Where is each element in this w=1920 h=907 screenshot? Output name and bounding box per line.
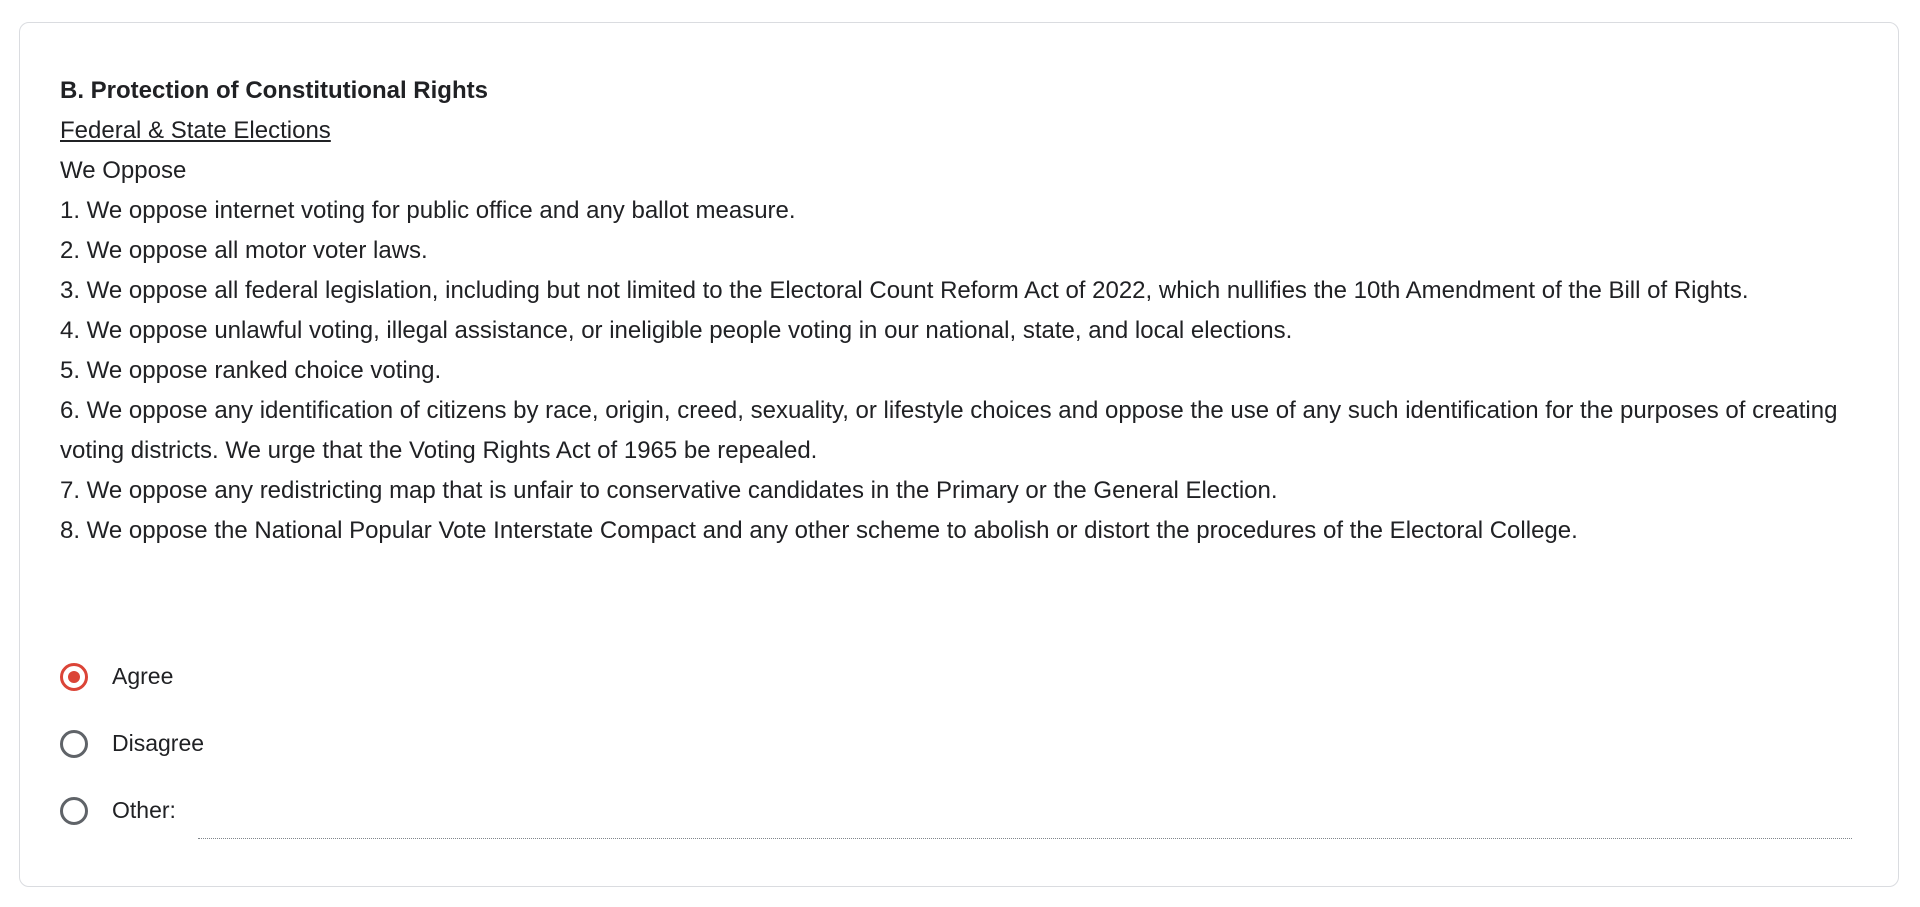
option-agree[interactable]	[60, 643, 1880, 710]
question-subheading: Federal & State Elections	[60, 117, 331, 144]
question-item-7: 7. We oppose any redistricting map that is unfair to conservative candidates in the Primary or the General Election.	[60, 477, 1278, 504]
agree-radio[interactable]	[60, 663, 88, 691]
question-card	[19, 22, 1899, 887]
option-disagree[interactable]	[60, 710, 1880, 777]
disagree-label: Disagree	[112, 730, 205, 756]
question-intro: We Oppose	[60, 157, 187, 184]
question-item-1: 1. We oppose internet voting for public office and any ballot measure.	[60, 197, 796, 224]
question-item-4: 4. We oppose unlawful voting, illegal assistance, or ineligible people voting in our national, state, and local elections.	[60, 317, 1293, 344]
disagree-radio[interactable]	[60, 730, 88, 758]
question-item-2: 2. We oppose all motor voter laws.	[60, 237, 428, 264]
question-item-8: 8. We oppose the National Popular Vote Interstate Compact and any other scheme to abolish or distort the procedures of the Electoral College.	[60, 517, 1578, 544]
answer-options	[60, 643, 1880, 844]
question-heading: B. Protection of Constitutional Rights	[60, 77, 488, 104]
question-item-5: 5. We oppose ranked choice voting.	[60, 357, 442, 384]
other-label: Other:	[112, 797, 176, 823]
question-item-6: 6. We oppose any identification of citizens by race, origin, creed, sexuality, or lifestyle choices and oppose the use of any such identification for the purposes of creating voting districts. We urge that the Voting Rights Act of 1965 be repealed.	[60, 397, 1838, 464]
other-radio[interactable]	[60, 797, 88, 825]
question-text	[60, 71, 1880, 551]
question-item-3: 3. We oppose all federal legislation, including but not limited to the Electoral Count Reform Act of 2022, which nullifies the 10th Amendment of the Bill of Rights.	[60, 277, 1749, 304]
option-other[interactable]	[60, 777, 1880, 844]
agree-label: Agree	[112, 663, 174, 689]
other-text-input[interactable]	[198, 806, 1852, 839]
